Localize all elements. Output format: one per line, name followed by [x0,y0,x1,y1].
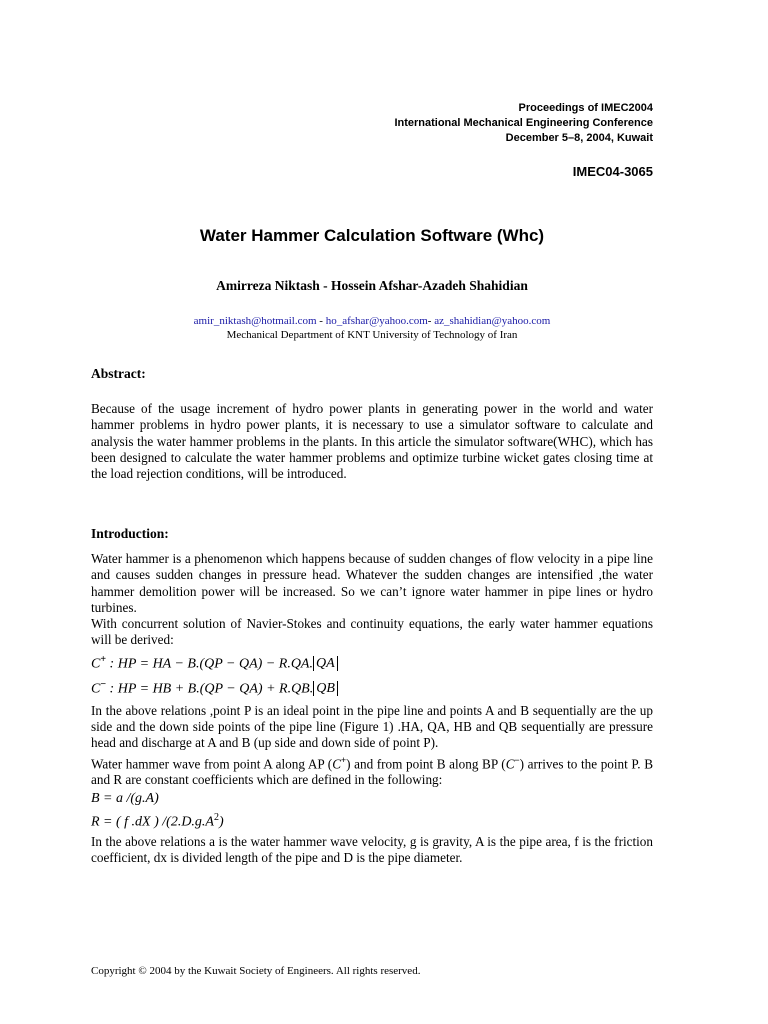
para4-sup-plus: + [340,754,347,765]
paper-id: IMEC04-3065 [572,164,653,179]
abstract-section [91,401,653,482]
para4-text-1: Water hammer wave from point A along AP ( [91,755,333,771]
equation-c-plus [91,652,653,673]
introduction-section [91,551,653,866]
eq1-c: C [91,656,101,672]
introduction-heading-block [91,526,653,542]
equation-c-minus [91,677,653,698]
proceedings-line-3: December 5–8, 2004, Kuwait [505,132,653,144]
paper-title: Water Hammer Calculation Software (Whc) [199,226,545,245]
introduction-heading: Introduction: [91,526,169,541]
eq4-main: R = ( f .dX ) /(2.D.g.A [91,814,214,830]
email-link-3[interactable]: az_shahidian@yahoo.com [434,315,551,327]
copyright-footer: Copyright © 2004 by the Kuwait Society of Engineers. All rights reserved. [91,965,421,977]
proceedings-line-1: Proceedings of IMEC2004 [518,102,653,114]
intro-paragraph-2: With concurrent solution of Navier-Stokes and continuity equations, the early water hammer equations will be derived: [91,616,653,648]
intro-paragraph-5: In the above relations a is the water hammer wave velocity, g is gravity, A is the pipe area, f is the friction coefficient, dx is divided length of the pipe and D is the pipe diameter. [91,833,653,866]
para4-sup-minus: − [514,754,520,765]
proceedings-line-2: International Mechanical Engineering Conference [394,117,653,129]
intro-paragraph-1: Water hammer is a phenomenon which happens because of sudden changes of flow velocity in a pipe line and causes sudden changes in pressure head. Whatever the sudden changes are intensified ,the water hammer demolition power will be increased. So we can’t ignore water hammer in pipe lines or hydro turbines. [91,551,653,615]
eq1-abs: QA [313,656,338,671]
eq1-sup: + [100,653,107,665]
equation-b: B = a /(g.A) [91,790,159,806]
equation-r [91,810,653,831]
email-separator-2: - [427,315,435,327]
authors: Amirreza Niktash - Hossein Afshar-Azadeh Shahidian [216,278,528,293]
intro-paragraph-3: In the above relations ,point P is an ideal point in the pipe line and points A and B sequentially are the up side and the down side points of the pipe line (Figure 1) .HA, QA, HB and QB sequentially are pressure head and discharge at A and B (up side and down side of point P). [91,702,653,751]
eq4-end: ) [218,814,224,830]
para4-text-3: ) arrives to the point P. B and R are constant coefficients which are defined in the following: [91,755,653,788]
intro-paragraph-4 [91,752,653,789]
para4-c-minus: C [505,755,515,771]
eq2-sup: − [100,678,107,690]
eq1-main: : HP = HA − B.(QP − QA) − R.QA. [106,656,313,672]
eq4-sup: 2 [213,811,219,823]
email-separator-1: - [316,315,326,327]
affiliation-block [0,314,744,342]
proceedings-header [394,101,653,146]
para4-c-plus: C [332,755,341,771]
email-link-1[interactable]: amir_niktash@hotmail.com [193,315,317,327]
eq2-main: : HP = HB + B.(QP − QA) + R.QB. [106,681,314,697]
para4-text-2: ) and from point B along BP ( [346,755,506,771]
email-line [0,314,744,328]
eq2-abs: QB [313,681,338,696]
abstract-text: Because of the usage increment of hydro power plants in generating power in the world and water hammer problems in hydro power plants, it is necessary to use a simulator software to calculate and analysis the water hammer problems in the plants. In this article the simulator software(WHC), which has been designed to calculate the water hammer problems and optimize turbine wicket gates closing time at the load rejection conditions, will be introduced. [91,401,653,482]
eq2-c: C [91,681,101,697]
abstract-heading-block [91,366,653,382]
affiliation: Mechanical Department of KNT University of Technology of Iran [226,329,518,341]
email-link-2[interactable]: ho_afshar@yahoo.com [325,315,428,327]
abstract-heading: Abstract: [91,366,146,381]
